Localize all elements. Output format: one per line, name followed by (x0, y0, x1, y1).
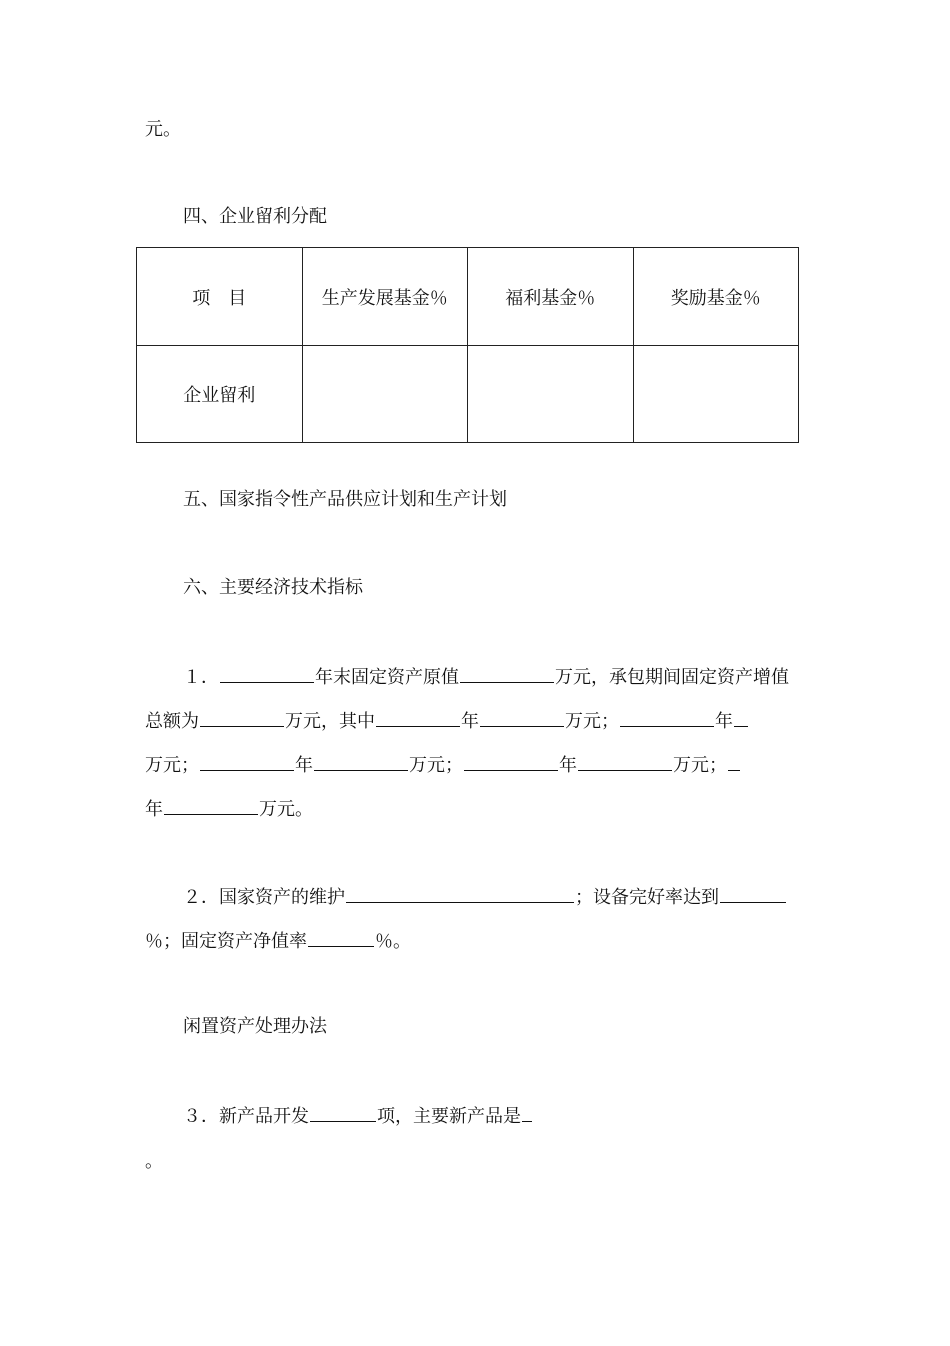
item1-line3: 万元； 年 万元； 年 万元； (145, 752, 741, 778)
cell-welfare-fund[interactable] (468, 346, 634, 443)
year-blank-d[interactable] (464, 752, 558, 771)
amount-blank-a[interactable] (480, 708, 564, 727)
item3-line1: ３．新产品开发 项，主要新产品是 (183, 1103, 533, 1129)
header-item: 项 目 (137, 248, 303, 346)
cell-production-fund[interactable] (302, 346, 468, 443)
section4-title: 四、企业留利分配 (183, 206, 327, 227)
item2-line1: ２．国家资产的维护 ；设备完好率达到 (183, 884, 787, 910)
idle-assets-heading: 闲置资产处理办法 (183, 1016, 327, 1037)
year-blank[interactable] (220, 664, 314, 683)
equipment-rate-blank[interactable] (720, 884, 786, 903)
net-value-rate-blank[interactable] (308, 928, 374, 947)
top-fragment: 元。 (145, 119, 181, 140)
section5-title: 五、国家指令性产品供应计划和生产计划 (183, 489, 507, 510)
row-label: 企业留利 (137, 346, 303, 443)
header-welfare-fund: 福利基金％ (468, 248, 634, 346)
cell-bonus-fund[interactable] (633, 346, 799, 443)
item3-number: ３． (183, 1106, 219, 1127)
amount-blank-e[interactable] (164, 796, 258, 815)
retained-profit-table (136, 247, 799, 443)
year-blank-b[interactable] (620, 708, 714, 727)
header-production-fund: 生产发展基金％ (302, 248, 468, 346)
table-header-row (137, 248, 799, 346)
asset-maintenance-blank[interactable] (346, 884, 574, 903)
year-blank-e[interactable] (728, 752, 740, 771)
total-increase-blank[interactable] (200, 708, 284, 727)
main-product-blank[interactable] (522, 1103, 532, 1122)
item3-line2: 。 (145, 1151, 163, 1172)
table-row (137, 346, 799, 443)
item1-line1: １． 年末固定资产原值 万元，承包期间固定资产增值 (183, 664, 789, 690)
amount-blank-d[interactable] (578, 752, 672, 771)
new-product-count-blank[interactable] (310, 1103, 376, 1122)
header-bonus-fund: 奖励基金％ (633, 248, 799, 346)
amount-blank-b[interactable] (734, 708, 748, 727)
item1-line4: 年 万元。 (145, 796, 313, 822)
item1-line2: 总额为 万元，其中 年 万元； 年 (145, 708, 749, 734)
original-value-blank[interactable] (460, 664, 554, 683)
year-blank-c[interactable] (200, 752, 294, 771)
item2-line2: ％；固定资产净值率 ％。 (145, 928, 411, 954)
item2-number: ２． (183, 887, 219, 908)
year-blank-a[interactable] (376, 708, 460, 727)
amount-blank-c[interactable] (314, 752, 408, 771)
item1-number: １． (183, 667, 219, 688)
section6-title: 六、主要经济技术指标 (183, 577, 363, 598)
